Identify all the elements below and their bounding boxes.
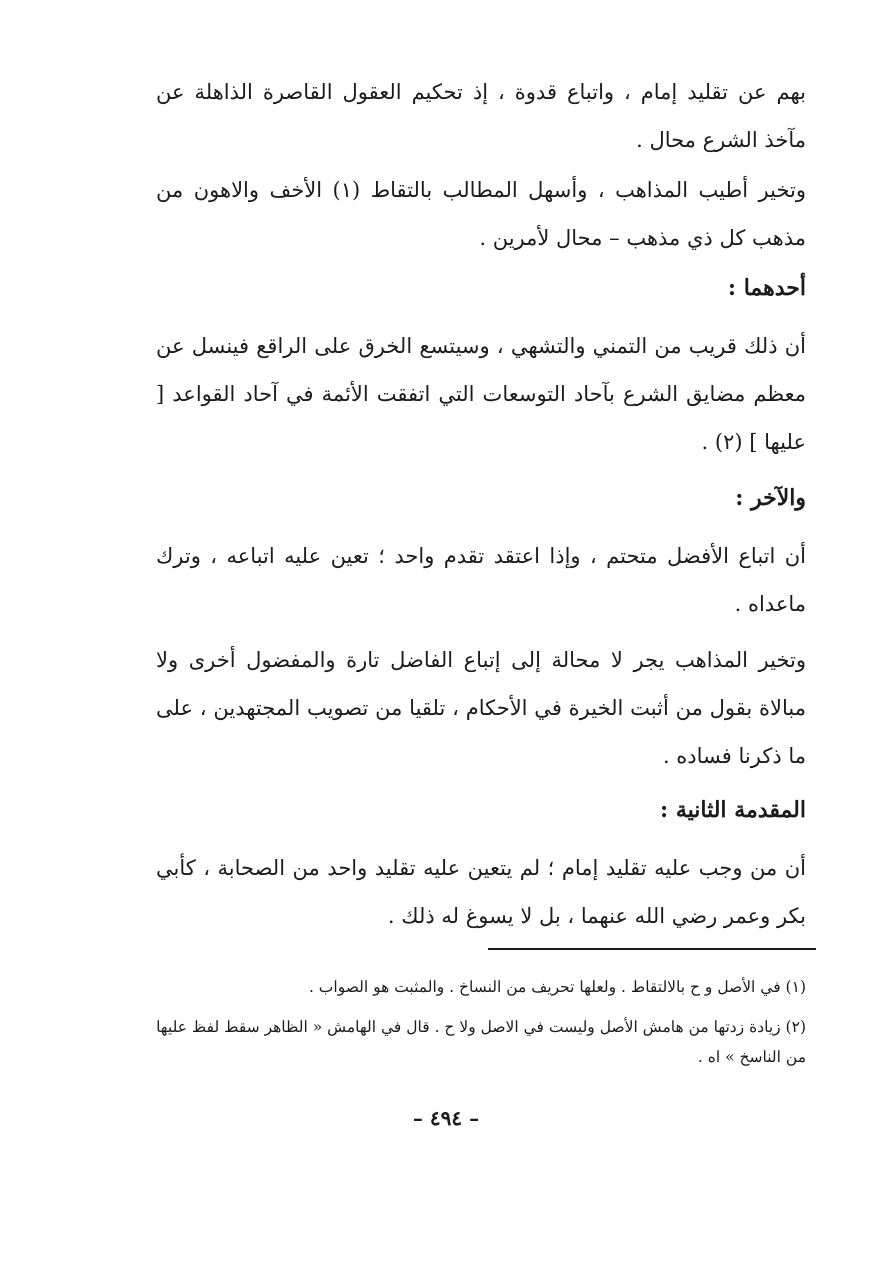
paragraph-second-premise: أن من وجب عليه تقليد إمام ؛ لم يتعين عليه تقليد واحد من الصحابة ، كأبي بكر وعمر رضي الله عنهما ، بل لا يسوغ له ذلك . xyxy=(156,856,806,928)
heading-second-premise: المقدمة الثانية : xyxy=(660,797,806,823)
paragraph-second-reason: أن اتباع الأفضل متحتم ، وإذا اعتقد تقدم واحد ؛ تعين عليه اتباعه ، وترك ماعداه . xyxy=(156,544,806,616)
paragraph-following-virtuous: وتخير المذاهب يجر لا محالة إلى إتباع الفاضل تارة والمفضول أخرى ولا مبالاة بقول من أثبت الخيرة في الأحكام ، تلقيا من تصويب المجتهدين ، على ما ذكرنا فساده . xyxy=(156,648,806,768)
paragraph-continuation: بهم عن تقليد إمام ، واتباع قدوة ، إذ تحكيم العقول القاصرة الذاهلة عن مآخذ الشرع محال . xyxy=(156,80,806,152)
heading-first-reason: أحدهما : xyxy=(727,275,806,301)
footnote-1: (١) في الأصل و ح بالالتقاط . ولعلها تحريف من النساخ . والمثبت هو الصواب . xyxy=(308,978,806,996)
page-number: – ٤٩٤ – xyxy=(412,1106,480,1130)
paragraph-first-reason: أن ذلك قريب من التمني والتشهي ، وسيتسع الخرق على الراقع فينسل عن معظم مضايق الشرع بآحاد التوسعات التي اتفقت الأئمة في آحاد القواعد [ عليها ] (٢) . xyxy=(156,334,806,454)
heading-second-reason: والآخر : xyxy=(735,485,806,511)
footnote-separator xyxy=(488,948,816,950)
footnote-2: (٢) زيادة زدتها من هامش الأصل وليست في الاصل ولا ح . قال في الهامش « الظاهر سقط لفظ عليها من الناسخ » اه . xyxy=(156,1018,806,1066)
paragraph-choosing-schools: وتخير أطيب المذاهب ، وأسهل المطالب بالتقاط (١) الأخف والاهون من مذهب كل ذي مذهب – محال لأمرين . xyxy=(156,178,806,250)
